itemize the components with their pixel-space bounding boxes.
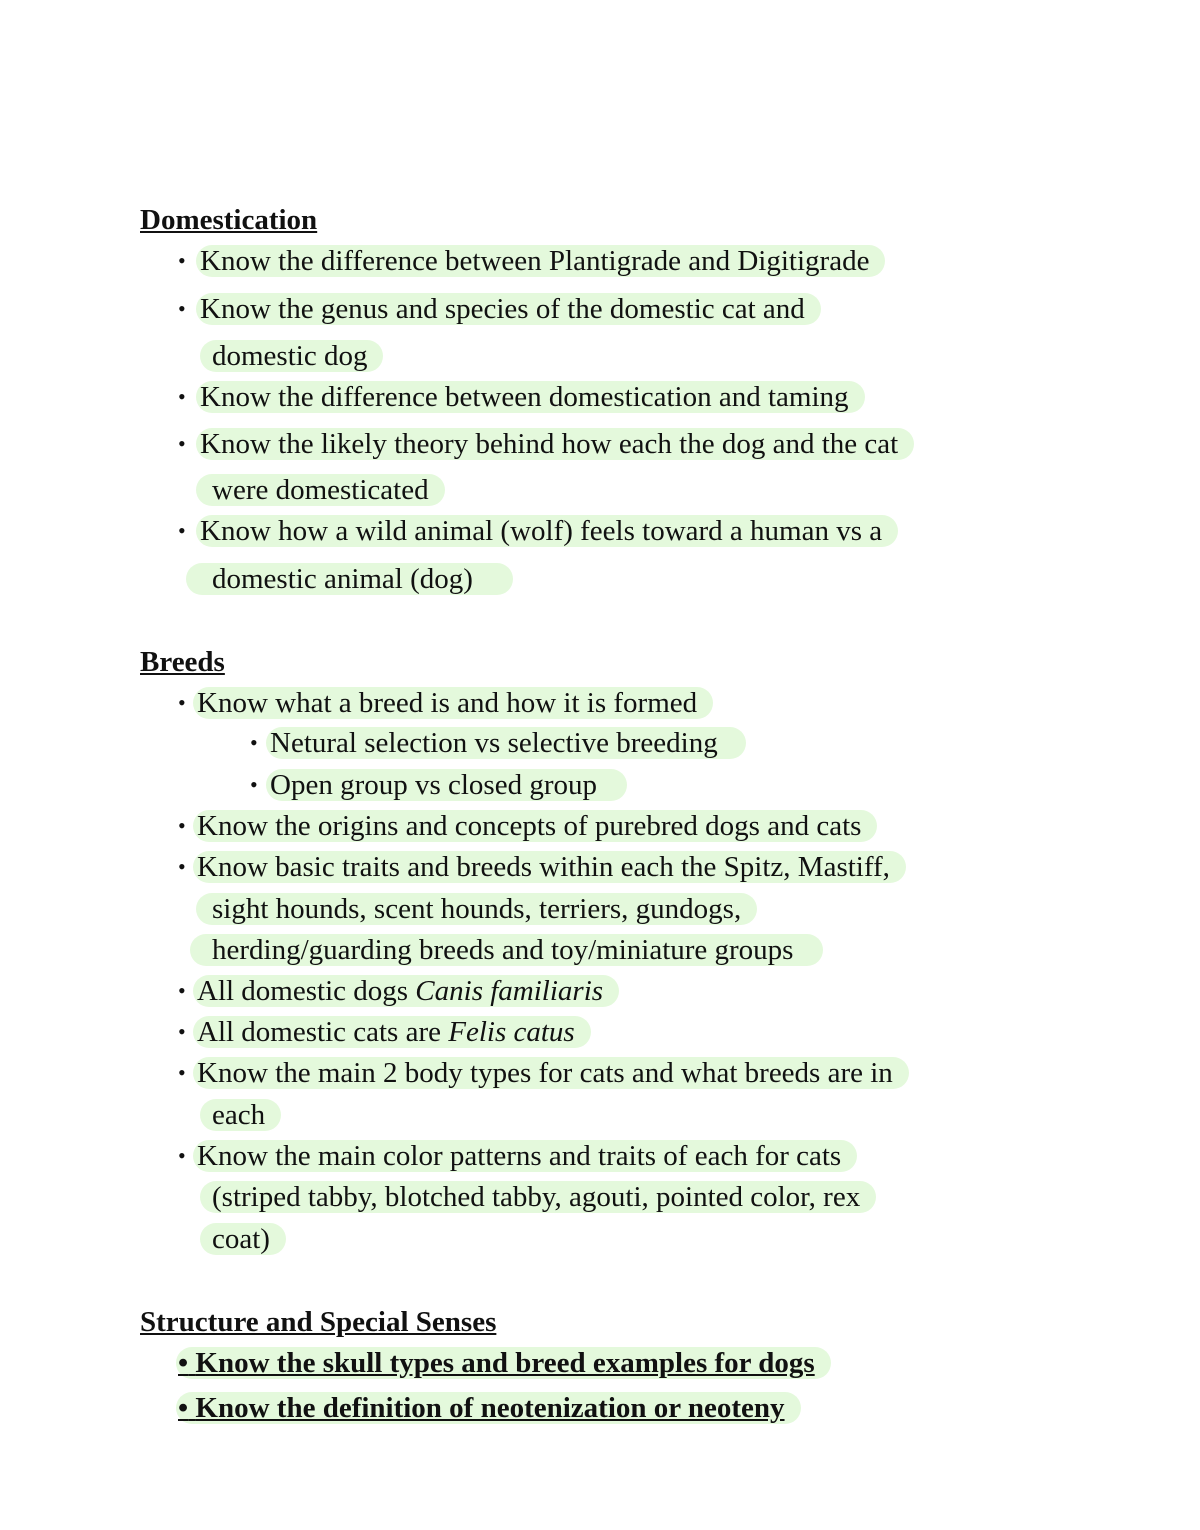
list-item: Know the main 2 body types for cats and what breeds are in <box>193 1057 909 1089</box>
list-item: Know the skull types and breed examples for dogs <box>195 1347 815 1379</box>
list-item-continuation: (striped tabby, blotched tabby, agouti, pointed color, rex <box>200 1181 876 1213</box>
species-name: Canis familiaris <box>415 975 604 1007</box>
bullet: • <box>178 248 186 273</box>
bullet: • <box>178 978 186 1003</box>
bullet: • <box>178 1143 186 1168</box>
list-item: All domestic dogs <box>197 975 416 1007</box>
list-item: Know the difference between domestication and taming <box>196 381 865 413</box>
bullet: • <box>178 690 186 715</box>
bullet: • <box>178 1060 186 1085</box>
list-item: Know the main color patterns and traits of each for cats <box>193 1140 857 1172</box>
list-item: All domestic cats are <box>197 1016 449 1048</box>
section-heading-structure: Structure and Special Senses <box>140 1306 497 1338</box>
bullet: • <box>178 1392 189 1424</box>
list-item: Know the definition of neotenization or neoteny <box>195 1392 785 1424</box>
list-item: Know what a breed is and how it is formed <box>193 687 713 719</box>
bullet: • <box>178 854 186 879</box>
list-item: Know how a wild animal (wolf) feels toward a human vs a <box>196 515 898 547</box>
bullet: • <box>178 518 186 543</box>
list-item-continuation: herding/guarding breeds and toy/miniature groups <box>190 934 823 966</box>
list-item-continuation: domestic animal (dog) <box>186 563 513 595</box>
list-item: Know the origins and concepts of purebred dogs and cats <box>193 810 877 842</box>
section-heading-domestication: Domestication <box>140 204 318 236</box>
bullet: • <box>178 1019 186 1044</box>
bullet: • <box>178 431 186 456</box>
bullet: • <box>178 1347 189 1379</box>
bullet: • <box>250 772 258 797</box>
list-item: Know the difference between Plantigrade and Digitigrade <box>196 245 885 277</box>
list-item-continuation: were domesticated <box>196 474 445 506</box>
sub-list-item: Open group vs closed group <box>266 769 627 801</box>
list-item-continuation: sight hounds, scent hounds, terriers, gundogs, <box>196 893 757 925</box>
list-item-continuation: each <box>200 1099 281 1131</box>
bullet: • <box>178 296 186 321</box>
sub-list-item: Netural selection vs selective breeding <box>266 727 746 759</box>
bullet: • <box>250 730 258 755</box>
species-name: Felis catus <box>448 1016 575 1048</box>
list-item-continuation: coat) <box>200 1223 286 1255</box>
list-item: Know the genus and species of the domestic cat and <box>196 293 821 325</box>
list-item: Know basic traits and breeds within each the Spitz, Mastiff, <box>193 851 906 883</box>
bullet: • <box>178 813 186 838</box>
list-item: Know the likely theory behind how each the dog and the cat <box>196 428 914 460</box>
section-heading-breeds: Breeds <box>140 646 225 678</box>
bullet: • <box>178 384 186 409</box>
list-item-continuation: domestic dog <box>200 340 383 372</box>
